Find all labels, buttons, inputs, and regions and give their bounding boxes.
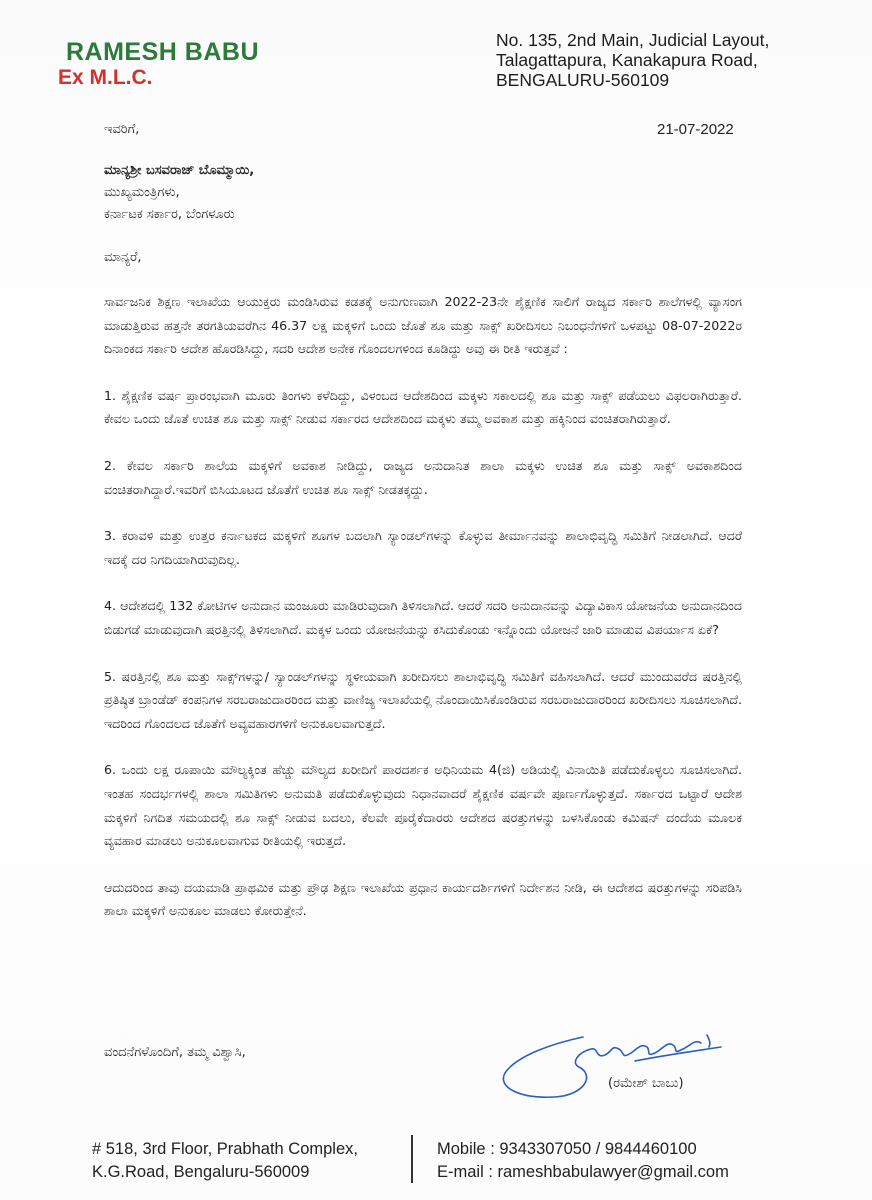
recipient-designation: ಮುಖ್ಯಮಂತ್ರಿಗಳು, [104, 185, 180, 200]
recipient-block [104, 160, 254, 226]
body-paragraph: 4. ಆದೇಶದಲ್ಲಿ 132 ಕೋಟಿಗಳ ಅನುದಾನ ಮಂಜೂರು ಮಾಡಿರುವುದಾಗಿ ತಿಳಿಸಲಾಗಿದೆ. ಆದರೆ ಸದರಿ ಅನುದಾನವನ್ನು ವಿದ್ಯಾವಿಕಾಸ ಯೋಜನೆಯ ಅನುದಾನದಿಂದ ಬಿಡುಗಡೆ ಮಾಡುವುದಾಗಿ ಷರತ್ತಿನಲ್ಲಿ ತಿಳಿಸಲಾಗಿದೆ. ಮಕ್ಕಳ ಒಂದು ಯೋಜನೆಯನ್ನು ಕಸಿದುಕೊಂಡು ಇನ್ನೊಂದು ಯೋಜನೆ ಜಾರಿ ಮಾಡುವ ವಿಪರ್ಯಾಸ ಏಕೆ? [104, 598, 742, 637]
body-paragraph: 5. ಷರತ್ತಿನಲ್ಲಿ ಶೂ ಮತ್ತು ಸಾಕ್ಸ್‌ಗಳನ್ನು/ ಸ್ಯಾಂಡಲ್‌ಗಳನ್ನು ಸ್ಥಳೀಯವಾಗಿ ಖರೀದಿಸಲು ಶಾಲಾಭಿವೃದ್ಧಿ ಸಮಿತಿಗೆ ವಹಿಸಲಾಗಿದೆ. ಆದರೆ ಮುಂದುವರೆದ ಷರತ್ತಿನಲ್ಲಿ ಪ್ರತಿಷ್ಠಿತ ಬ್ರಾಂಡೆಡ್ ಕಂಪನಿಗಳ ಸರಬರಾಜುದಾರರಿಂದ ಮತ್ತು ವಾಣಿಜ್ಯ ಇಲಾಖೆಯಲ್ಲಿ ನೊಂದಾಯಿಸಿಕೊಂಡಿರುವ ಸರಬರಾಜುದಾರರಿಂದ ಖರೀದಿಸಲು ಸೂಚಿಸಲಾಗಿದೆ. ಇದರಿಂದ ಗೊಂದಲದ ಜೊತೆಗೆ ಅವ್ಯವಹಾರಗಳಿಗೆ ಅನುಕೂಲವಾಗುತ್ತದೆ. [104, 668, 742, 731]
closing-line: ವಂದನೆಗಳೊಂದಿಗೆ, ತಮ್ಮ ವಿಶ್ವಾಸಿ, [104, 1045, 246, 1060]
footer-contact [437, 1138, 729, 1184]
address-line: No. 135, 2nd Main, Judicial Layout, [496, 30, 770, 50]
to-label: ಇವರಿಗೆ, [104, 122, 140, 137]
footer-address-line: K.G.Road, Bengaluru-560009 [92, 1163, 310, 1181]
address-line: BENGALURU-560109 [496, 70, 670, 90]
signer-name: (ರಮೇಶ್ ಬಾಬು) [608, 1076, 684, 1091]
handwritten-signature [495, 1025, 745, 1105]
letter-body [104, 290, 742, 946]
footer-mobile: Mobile : 9343307050 / 9844460100 [437, 1140, 697, 1158]
body-paragraph: 3. ಕರಾವಳಿ ಮತ್ತು ಉತ್ತರ ಕರ್ನಾಟಕದ ಮಕ್ಕಳಿಗೆ ಶೂಗಳ ಬದಲಾಗಿ ಸ್ಯಾಂಡಲ್‌ಗಳನ್ನು ಕೊಳ್ಳುವ ತೀರ್ಮಾನವನ್ನು ಶಾಲಾಭಿವೃದ್ಧಿ ಸಮಿತಿಗೆ ನೀಡಲಾಗಿದೆ. ಆದರೆ ಇದಕ್ಕೆ ದರ ನಿಗದಿಯಾಗಿರುವುದಿಲ್ಲ. [104, 528, 742, 567]
footer-address-line: # 518, 3rd Floor, Prabhath Complex, [92, 1140, 358, 1158]
recipient-name: ಮಾನ್ಯಶ್ರೀ ಬಸವರಾಜ್ ಬೊಮ್ಮಾಯಿ, [104, 163, 255, 178]
body-paragraph: 6. ಒಂದು ಲಕ್ಷ ರೂಪಾಯಿ ಮೌಲ್ಯಕ್ಕಿಂತ ಹೆಚ್ಚು ಮೌಲ್ಯದ ಖರೀದಿಗೆ ಪಾರದರ್ಶಕ ಅಧಿನಿಯಮ 4(ಜಿ) ಅಡಿಯಲ್ಲಿ ವಿನಾಯಿತಿ ಪಡೆದುಕೊಳ್ಳಲು ಸೂಚಿಸಲಾಗಿದೆ. ಇಂತಹ ಸಂದರ್ಭಗಳಲ್ಲಿ ಶಾಲಾ ಸಮಿತಿಗಳು ಅನುಮತಿ ಪಡೆದುಕೊಳ್ಳುವುದು ನಿಧಾನವಾದರೆ ಶೈಕ್ಷಣಿಕ ವರ್ಷವೇ ಪೂರ್ಣಗೊಳ್ಳುತ್ತದೆ. ಸರ್ಕಾರದ ಒಟ್ಟಾರೆ ಆದೇಶ ಮಕ್ಕಳಿಗೆ ನಿಗದಿತ ಸಮಯದಲ್ಲಿ ಶೂ ಸಾಕ್ಸ್ ನೀಡುವ ಬದಲು, ಕೆಲವೇ ಪೂರೈಕೆದಾರರು ಆದೇಶದ ಷರತ್ತುಗಳನ್ನು ಬಳಸಿಕೊಂಡು ಕಮಿಷನ್ ದಂದೆಯ ಮೂಲಕ ವ್ಯವಹಾರ ಮಾಡಲು ಅನುಕೂಲವಾಗುವ ರೀತಿಯಲ್ಲಿ ಇರುತ್ತದೆ. [104, 762, 742, 849]
sender-name: RAMESH BABU [66, 38, 259, 66]
body-paragraph: ಆದುದರಿಂದ ತಾವು ದಯಮಾಡಿ ಪ್ರಾಥಮಿಕ ಮತ್ತು ಪ್ರೌಢ ಶಿಕ್ಷಣ ಇಲಾಖೆಯ ಪ್ರಧಾನ ಕಾರ್ಯದರ್ಶಿಗಳಿಗೆ ನಿರ್ದೇಶನ ನೀಡಿ, ಈ ಆದೇಶದ ಷರತ್ತುಗಳನ್ನು ಸರಿಪಡಿಸಿ ಶಾಲಾ ಮಕ್ಕಳಿಗೆ ಅನುಕೂಲ ಮಾಡಲು ಕೋರುತ್ತೇನೆ. [104, 879, 742, 919]
footer-divider [411, 1135, 413, 1183]
greeting: ಮಾನ್ಯರೆ, [104, 250, 142, 265]
footer-email[interactable]: E-mail : rameshbabulawyer@gmail.com [437, 1163, 729, 1181]
address-line: Talagattapura, Kanakapura Road, [496, 50, 758, 70]
footer-address [92, 1138, 358, 1184]
recipient-office: ಕರ್ನಾಟಕ ಸರ್ಕಾರ, ಬೆಂಗಳೂರು [104, 207, 235, 222]
sender-title: Ex M.L.C. [58, 66, 153, 89]
body-paragraph: ಸಾರ್ವಜನಿಕ ಶಿಕ್ಷಣ ಇಲಾಖೆಯ ಆಯುಕ್ತರು ಮಂಡಿಸಿರುವ ಕಡತಕ್ಕೆ ಅನುಗುಣವಾಗಿ 2022-23ನೇ ಶೈಕ್ಷಣಿಕ ಸಾಲಿಗೆ ರಾಜ್ಯದ ಸರ್ಕಾರಿ ಶಾಲೆಗಳಲ್ಲಿ ವ್ಯಾಸಂಗ ಮಾಡುತ್ತಿರುವ ಹತ್ತನೇ ತರಗತಿಯವರೆಗಿನ 46.37 ಲಕ್ಷ ಮಕ್ಕಳಿಗೆ ಒಂದು ಜೊತೆ ಶೂ ಮತ್ತು ಸಾಕ್ಸ್ ಖರೀದಿಸಲು ನಿಬಂಧನೆಗಳಿಗೆ ಒಳಪಟ್ಟು 08-07-2022ರ ದಿನಾಂಕದ ಸರ್ಕಾರಿ ಆದೇಶ ಹೊರಡಿಸಿದ್ದು, ಸದರಿ ಆದೇಶ ಅನೇಕ ಗೊಂದಲಗಳಿಂದ ಕೂಡಿದ್ದು ಅವು ಈ ರೀತಿ ಇರುತ್ತವೆ : [104, 294, 742, 357]
body-paragraph: 1. ಶೈಕ್ಷಣಿಕ ವರ್ಷ ಪ್ರಾರಂಭವಾಗಿ ಮೂರು ತಿಂಗಳು ಕಳೆದಿದ್ದು, ವಿಳಂಬದ ಆದೇಶದಿಂದ ಮಕ್ಕಳು ಸಕಾಲದಲ್ಲಿ ಶೂ ಮತ್ತು ಸಾಕ್ಸ್ ಪಡೆಯಲು ವಿಫಲರಾಗಿರುತ್ತಾರೆ. ಕೇವಲ ಒಂದು ಜೊತೆ ಉಚಿತ ಶೂ ಮತ್ತು ಸಾಕ್ಸ್ ನೀಡುವ ಸರ್ಕಾರದ ಆದೇಶದಿಂದ ಮಕ್ಕಳು ತಮ್ಮ ಅವಕಾಶ ಮತ್ತು ಹಕ್ಕಿನಿಂದ ವಂಚಿತರಾಗಿರುತ್ತಾರೆ. [104, 387, 742, 427]
letterhead-address [496, 30, 769, 90]
letter-date: 21-07-2022 [657, 121, 734, 138]
body-paragraph: 2. ಕೇವಲ ಸರ್ಕಾರಿ ಶಾಲೆಯ ಮಕ್ಕಳಿಗೆ ಅವಕಾಶ ನೀಡಿದ್ದು, ರಾಜ್ಯದ ಅನುದಾನಿತ ಶಾಲಾ ಮಕ್ಕಳು ಉಚಿತ ಶೂ ಮತ್ತು ಸಾಕ್ಸ್ ಅವಕಾಶದಿಂದ ವಂಚಿತರಾಗಿದ್ದಾರೆ.ಇವರಿಗೆ ಬಿಸಿಯೂಟದ ಜೊತೆಗೆ ಉಚಿತ ಶೂ ಸಾಕ್ಸ್ ನೀಡತಕ್ಕದ್ದು. [104, 457, 742, 497]
